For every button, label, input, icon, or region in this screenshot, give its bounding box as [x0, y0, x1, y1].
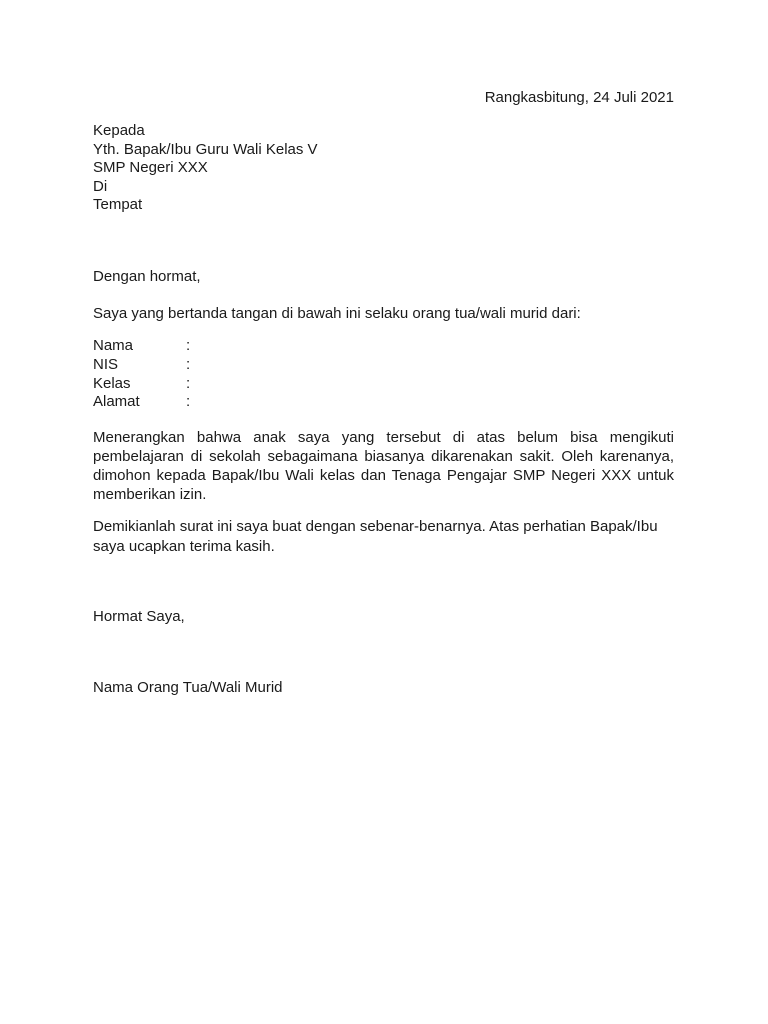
body-paragraph-2: Demikianlah surat ini saya buat dengan sebenar-benarnya. Atas perhatian Bapak/Ibu saya ucapkan terima kasih. [93, 518, 658, 555]
field-label-kelas: Kelas [93, 374, 131, 392]
field-separator: : [186, 337, 191, 354]
field-label-alamat: Alamat [93, 393, 140, 411]
signature-name: Nama Orang Tua/Wali Murid [93, 679, 283, 696]
addressee-line-recipient: Yth. Bapak/Ibu Guru Wali Kelas V [93, 140, 318, 158]
field-separator: : [186, 374, 191, 392]
student-fields [93, 337, 190, 412]
closing-salutation: Hormat Saya, [93, 608, 185, 625]
date-line: Rangkasbitung, 24 Juli 2021 [484, 89, 674, 106]
field-separator: : [186, 393, 191, 411]
field-separator: : [186, 355, 191, 373]
field-label-nama: Nama [93, 337, 134, 354]
field-row-nama [93, 337, 190, 356]
intro-sentence: Saya yang bertanda tangan di bawah ini selaku orang tua/wali murid dari: [93, 305, 581, 322]
addressee-line-di: Di [93, 177, 108, 195]
addressee-block [93, 122, 673, 215]
field-row-kelas [93, 375, 190, 394]
field-row-alamat [93, 393, 190, 412]
addressee-line-school: SMP Negeri XXX [93, 159, 208, 176]
addressee-line-tempat: Tempat [93, 196, 143, 213]
body-paragraph-1: Menerangkan bahwa anak saya yang tersebut di atas belum bisa mengikuti pembelajaran di sekolah sebagaimana biasanya dikarenakan sakit. Oleh karenanya, dimohon kepada Bapak/Ibu Wali kelas dan Tenaga Pengajar SMP Negeri XXX untuk memberikan izin. [93, 429, 674, 503]
field-row-nis [93, 356, 190, 375]
greeting: Dengan hormat, [93, 268, 201, 285]
field-label-nis: NIS [93, 355, 119, 373]
addressee-line-kepada: Kepada [93, 122, 145, 139]
